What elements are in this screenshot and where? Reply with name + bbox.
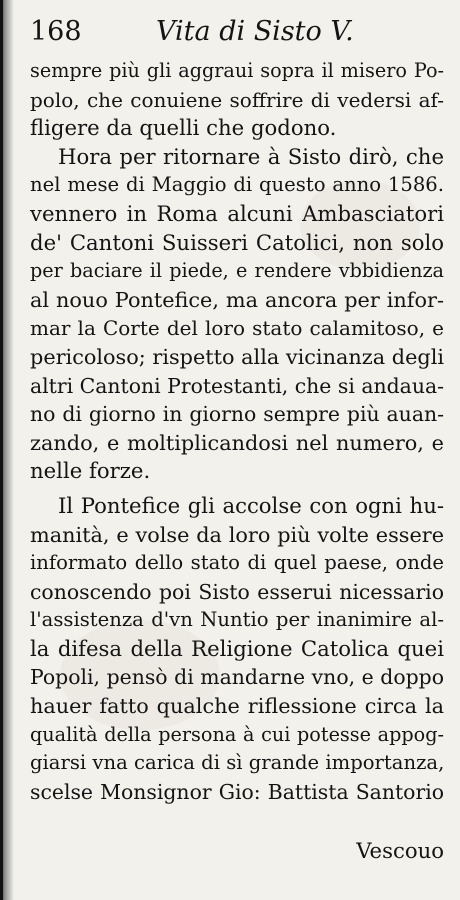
text-line: informato dello stato di quel paese, onde [30,551,444,575]
text-line: la difesa della Religione Catolica quei [30,635,444,661]
text-line: de' Cantoni Suisseri Catolici, non solo [30,229,444,255]
text-line: scelse Monsignor Gio: Battista Santorio [30,779,444,804]
catchword: Vescouo [356,838,444,863]
text-line: al nouo Pontefice, ma ancora per infor- [30,287,444,312]
text-line: pericoloso; rispetto alla vicinanza degli [30,344,444,369]
binding-edge [0,0,3,900]
text-line: Popoli, pensò di mandarne vno, e doppo [30,665,444,690]
text-line: sempre più gli aggraui sopra il misero Po- [30,59,444,82]
text-line: l'assistenza d'vn Nuntio per inanimire al- [30,608,444,632]
text-line: manità, e volse da loro più volte essere [30,522,444,547]
text-line: altri Cantoni Protestanti, che si andaua- [30,373,444,398]
text-line: nel mese di Maggio di questo anno 1586. [30,173,444,197]
text-line: conoscendo poi Sisto esserui nicessario [30,579,444,604]
text-line: polo, che conuiene soffrire di vedersi af- [30,87,444,112]
body-text [30,57,444,806]
text-line: hauer fatto qualche riflessione circa la [30,694,444,719]
text-line: fligere da quelli che godono. [30,115,337,141]
text-line: mar la Corte del loro stato calamitoso, e [30,316,444,341]
text-line: qualità della persona à cui potesse appog- [30,722,444,746]
text-line: Il Pontefice gli accolse con ogni hu- [58,492,444,518]
page-number: 168 [30,16,82,47]
running-head: Vita di Sisto V. [156,16,354,47]
text-line: zando, e moltiplicandosi nel numero, e [30,430,444,455]
text-line: giarsi vna carica di sì grande importanza, [30,751,445,775]
text-line: nelle forze. [30,458,151,484]
page-header [30,14,446,50]
text-line: vennero in Roma alcuni Ambasciatori [30,200,444,226]
text-line: no di giorno in giorno sempre più auan- [30,402,444,427]
text-line: per baciare il piede, e rendere vbbidienza [30,259,444,283]
text-line: Hora per ritornare à Sisto dirò, che [58,143,444,169]
